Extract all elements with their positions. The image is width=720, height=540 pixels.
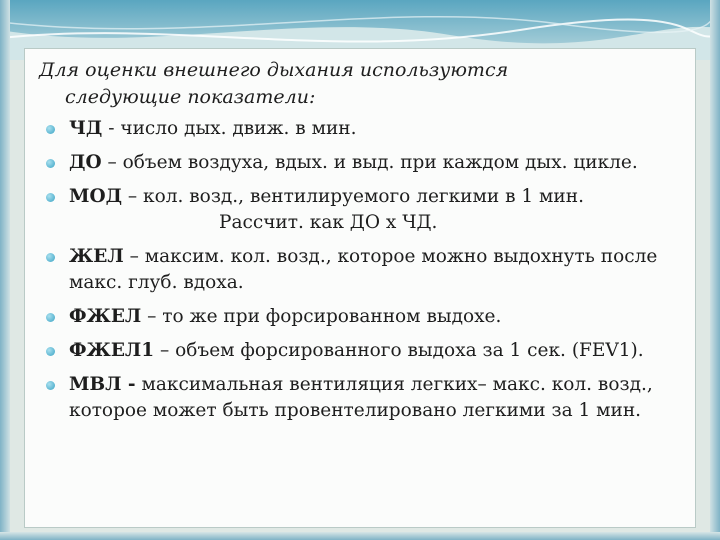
item-term: ДО [69,152,102,173]
bullet-dot-icon [46,253,55,262]
item-term: ЖЕЛ [69,246,124,267]
item-text: – максим. кол. возд., которое можно выдохнуть после макс. глуб. вдоха. [69,246,658,293]
item-term: МВЛ - [69,374,136,395]
right-frame [710,0,720,540]
item-term: МОД [69,186,123,207]
bullet-dot-icon [46,159,55,168]
item-text: - число дых. движ. в мин. [102,118,357,139]
item-text: – кол. возд., вентилируемого легкими в 1 мин. [122,186,584,207]
bullet-dot-icon [46,347,55,356]
list-item [39,150,689,176]
intro-heading [39,57,689,111]
item-term: ФЖЕЛ [69,306,142,327]
list-item [39,372,689,424]
bottom-frame [0,532,720,540]
intro-line-1: Для оценки внешнего дыхания используются [39,59,509,81]
indicator-list [39,116,689,424]
item-term: ЧД [69,118,103,139]
list-item [39,184,689,236]
list-item [39,116,689,142]
bullet-dot-icon [46,381,55,390]
intro-line-2: следующие показатели: [65,86,316,108]
item-extra: Рассчит. как ДО х ЧД. [219,212,438,233]
left-frame [0,0,10,540]
item-text: – то же при форсированном выдохе. [141,306,502,327]
bullet-dot-icon [46,125,55,134]
item-text: максимальная вентиляция легких– макс. кол. возд., которое может быть провентелировано легкими за 1 мин. [69,374,653,421]
slide-body [39,57,689,432]
item-term: ФЖЕЛ1 [69,340,155,361]
list-item [39,304,689,330]
item-text: – объем воздуха, вдых. и выд. при каждом дых. цикле. [101,152,638,173]
slide-content-panel [24,48,696,528]
item-text: – объем форсированного выдоха за 1 сек. (FEV1). [154,340,644,361]
bullet-dot-icon [46,313,55,322]
list-item [39,338,689,364]
bullet-dot-icon [46,193,55,202]
list-item [39,244,689,296]
